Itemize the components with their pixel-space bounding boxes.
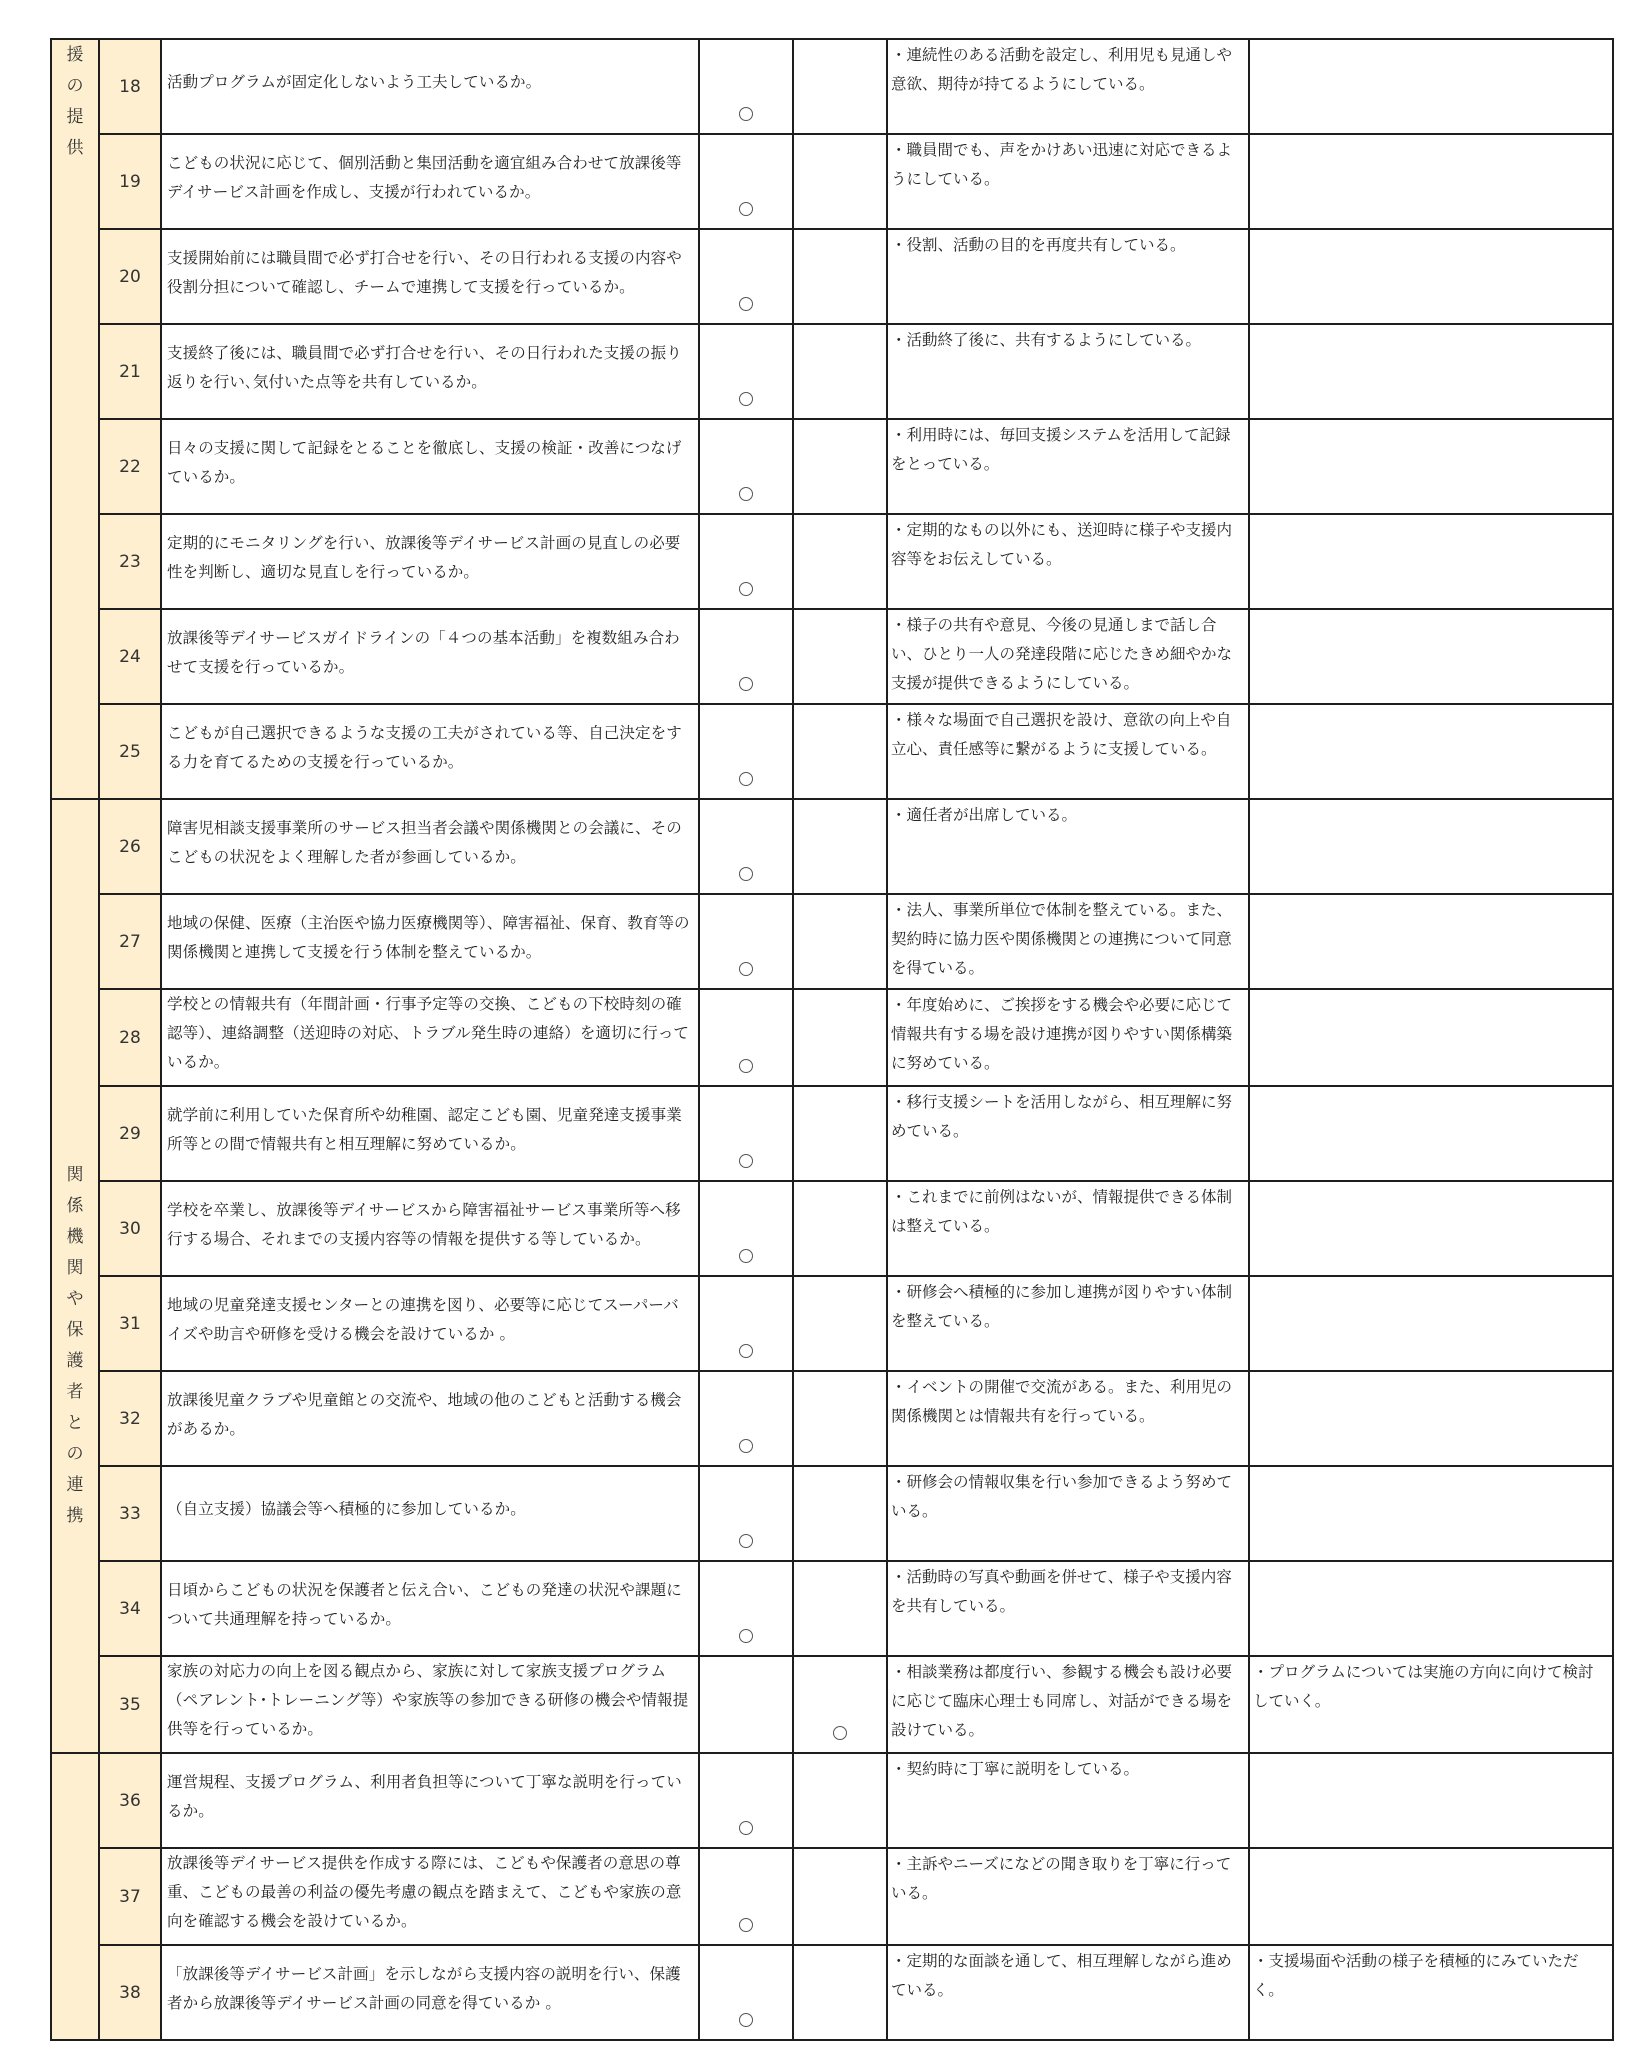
self-evaluation-table xyxy=(50,38,1614,2041)
section-label-cell xyxy=(51,1753,99,2040)
answer-yes-cell[interactable] xyxy=(699,609,793,704)
answer-no-cell[interactable] xyxy=(793,1561,887,1656)
question-cell xyxy=(161,1466,699,1561)
item-number: 33 xyxy=(99,1466,161,1561)
question-text: 家族の対応力の向上を図る観点から、家族に対して家族支援プログラム（ペアレント･トレーニング等）や家族等の参加できる研修の機会や情報提供等を行っているか。 xyxy=(167,1662,689,1738)
improvement-cell: ・プログラムについては実施の方向に向けて検討していく。 xyxy=(1249,1656,1613,1753)
answer-yes-cell[interactable] xyxy=(699,1466,793,1561)
answer-no-cell[interactable] xyxy=(793,1371,887,1466)
answer-no-cell[interactable] xyxy=(793,229,887,324)
table-row xyxy=(51,704,1613,799)
question-text: 運営規程、支援プログラム、利用者負担等について丁寧な説明を行っているか。 xyxy=(167,1772,682,1820)
improvement-cell xyxy=(1249,1086,1613,1181)
item-number: 29 xyxy=(99,1086,161,1181)
answer-no-cell[interactable] xyxy=(793,1945,887,2040)
table-row xyxy=(51,1276,1613,1371)
item-number: 35 xyxy=(99,1656,161,1753)
table-row xyxy=(51,1945,1613,2040)
section-label-cell xyxy=(51,799,99,1753)
question-cell xyxy=(161,1371,699,1466)
table-row xyxy=(51,1086,1613,1181)
table-row xyxy=(51,609,1613,704)
circle-mark-icon xyxy=(739,962,753,976)
question-cell xyxy=(161,989,699,1086)
item-number: 36 xyxy=(99,1753,161,1848)
circle-mark-icon xyxy=(739,297,753,311)
improvement-cell xyxy=(1249,514,1613,609)
circle-mark-icon xyxy=(739,1154,753,1168)
answer-no-cell[interactable] xyxy=(793,894,887,989)
question-text: 放課後等デイサービス提供を作成する際には、こどもや保護者の意思の尊重、こどもの最善の利益の優先考慮の観点を踏まえて、こどもや家族の意向を確認する機会を設けているか。 xyxy=(167,1854,682,1930)
table-row xyxy=(51,229,1613,324)
comment-cell: ・役割、活動の目的を再度共有している。 xyxy=(887,229,1249,324)
answer-no-cell[interactable] xyxy=(793,704,887,799)
question-text: こどもの状況に応じて、個別活動と集団活動を適宜組み合わせて放課後等デイサービス計画を作成し、支援が行われているか。 xyxy=(167,153,682,201)
question-cell xyxy=(161,704,699,799)
comment-cell: ・活動終了後に、共有するようにしている。 xyxy=(887,324,1249,419)
answer-yes-cell[interactable] xyxy=(699,229,793,324)
answer-no-cell[interactable] xyxy=(793,989,887,1086)
table-row xyxy=(51,1561,1613,1656)
improvement-cell xyxy=(1249,989,1613,1086)
answer-yes-cell[interactable] xyxy=(699,1181,793,1276)
question-cell xyxy=(161,609,699,704)
improvement-cell xyxy=(1249,1466,1613,1561)
answer-yes-cell[interactable] xyxy=(699,704,793,799)
comment-cell: ・研修会の情報収集を行い参加できるよう努めている。 xyxy=(887,1466,1249,1561)
table-row xyxy=(51,39,1613,134)
circle-mark-icon xyxy=(739,1249,753,1263)
comment-cell: ・職員間でも、声をかけあい迅速に対応できるようにしている。 xyxy=(887,134,1249,229)
improvement-cell xyxy=(1249,419,1613,514)
question-text: 学校との情報共有（年間計画・行事予定等の交換、こどもの下校時刻の確認等）、連絡調整（送迎時の対応、トラブル発生時の連絡）を適切に行っているか。 xyxy=(167,995,690,1071)
comment-cell: ・契約時に丁寧に説明をしている。 xyxy=(887,1753,1249,1848)
improvement-cell xyxy=(1249,134,1613,229)
question-text: こどもが自己選択できるような支援の工夫がされている等、自己決定をする力を育てるための支援を行っているか。 xyxy=(167,723,682,771)
improvement-cell xyxy=(1249,894,1613,989)
answer-yes-cell[interactable] xyxy=(699,419,793,514)
answer-no-cell[interactable] xyxy=(793,419,887,514)
item-number: 21 xyxy=(99,324,161,419)
answer-no-cell[interactable] xyxy=(793,1753,887,1848)
item-number: 28 xyxy=(99,989,161,1086)
circle-mark-icon xyxy=(739,392,753,406)
answer-yes-cell[interactable] xyxy=(699,1276,793,1371)
answer-yes-cell[interactable] xyxy=(699,324,793,419)
question-cell xyxy=(161,1276,699,1371)
table-row xyxy=(51,419,1613,514)
section-label: 援の提供 xyxy=(66,45,84,158)
improvement-cell xyxy=(1249,1276,1613,1371)
answer-yes-cell[interactable] xyxy=(699,1945,793,2040)
question-text: 活動プログラムが固定化しないよう工夫しているか。 xyxy=(167,73,542,91)
item-number: 37 xyxy=(99,1848,161,1945)
question-text: 日頃からこどもの状況を保護者と伝え合い、こどもの発達の状況や課題について共通理解を持っているか。 xyxy=(167,1580,682,1628)
circle-mark-icon xyxy=(739,1918,753,1932)
answer-yes-cell[interactable] xyxy=(699,39,793,134)
question-text: 定期的にモニタリングを行い、放課後等デイサービス計画の見直しの必要性を判断し、適切な見直しを行っているか。 xyxy=(167,533,681,581)
comment-cell: ・法人、事業所単位で体制を整えている。また、契約時に協力医や関係機関との連携について同意を得ている。 xyxy=(887,894,1249,989)
answer-no-cell[interactable] xyxy=(793,1276,887,1371)
comment-cell: ・主訴やニーズになどの聞き取りを丁寧に行っている。 xyxy=(887,1848,1249,1945)
circle-mark-icon xyxy=(739,677,753,691)
answer-no-cell[interactable] xyxy=(793,1848,887,1945)
circle-mark-icon xyxy=(739,107,753,121)
item-number: 23 xyxy=(99,514,161,609)
answer-yes-cell[interactable] xyxy=(699,514,793,609)
comment-cell: ・連続性のある活動を設定し、利用児も見通しや意欲、期待が持てるようにしている。 xyxy=(887,39,1249,134)
comment-cell: ・定期的なもの以外にも、送迎時に様子や支援内容等をお伝えしている。 xyxy=(887,514,1249,609)
circle-mark-icon xyxy=(739,1439,753,1453)
question-text: （自立支援）協議会等へ積極的に参加しているか。 xyxy=(167,1500,526,1518)
comment-cell: ・研修会へ積極的に参加し連携が図りやすい体制を整えている。 xyxy=(887,1276,1249,1371)
answer-yes-cell[interactable] xyxy=(699,1561,793,1656)
answer-yes-cell[interactable] xyxy=(699,1656,793,1753)
table-row xyxy=(51,894,1613,989)
question-cell xyxy=(161,1656,699,1753)
section-label: 関係機関や保護者との連携 xyxy=(66,1165,84,1526)
item-number: 31 xyxy=(99,1276,161,1371)
question-text: 放課後児童クラブや児童館との交流や、地域の他のこどもと活動する機会があるか。 xyxy=(167,1390,682,1438)
answer-no-cell[interactable] xyxy=(793,514,887,609)
table-row xyxy=(51,989,1613,1086)
question-cell xyxy=(161,134,699,229)
table-row xyxy=(51,1753,1613,1848)
circle-mark-icon xyxy=(739,1344,753,1358)
comment-cell: ・これまでに前例はないが、情報提供できる体制は整えている。 xyxy=(887,1181,1249,1276)
question-cell xyxy=(161,799,699,894)
question-text: 障害児相談支援事業所のサービス担当者会議や関係機関との会議に、そのこどもの状況をよく理解した者が参画しているか。 xyxy=(167,818,682,866)
answer-yes-cell[interactable] xyxy=(699,799,793,894)
question-text: 「放課後等デイサービス計画」を示しながら支援内容の説明を行い、保護者から放課後等デイサービス計画の同意を得ているか 。 xyxy=(167,1964,681,2012)
comment-cell: ・移行支援シートを活用しながら、相互理解に努めている。 xyxy=(887,1086,1249,1181)
table-row xyxy=(51,1466,1613,1561)
item-number: 19 xyxy=(99,134,161,229)
comment-cell: ・年度始めに、ご挨拶をする機会や必要に応じて情報共有する場を設け連携が図りやすい関係構築に努めている。 xyxy=(887,989,1249,1086)
question-cell xyxy=(161,1086,699,1181)
circle-mark-icon xyxy=(739,772,753,786)
circle-mark-icon xyxy=(739,1059,753,1073)
table-row xyxy=(51,1371,1613,1466)
improvement-cell xyxy=(1249,324,1613,419)
answer-no-cell[interactable] xyxy=(793,1466,887,1561)
table-row xyxy=(51,1848,1613,1945)
question-cell xyxy=(161,1181,699,1276)
item-number: 34 xyxy=(99,1561,161,1656)
table-row xyxy=(51,1656,1613,1753)
question-text: 就学前に利用していた保育所や幼稚園、認定こども園、児童発達支援事業所等との間で情報共有と相互理解に努めているか。 xyxy=(167,1105,682,1153)
question-text: 放課後等デイサービスガイドラインの「４つの基本活動」を複数組み合わせて支援を行っているか。 xyxy=(167,628,680,676)
improvement-cell xyxy=(1249,1753,1613,1848)
comment-cell: ・定期的な面談を通して、相互理解しながら進めている。 xyxy=(887,1945,1249,2040)
answer-no-cell[interactable] xyxy=(793,609,887,704)
answer-yes-cell[interactable] xyxy=(699,989,793,1086)
comment-cell: ・様子の共有や意見、今後の見通しまで話し合い、ひとり一人の発達段階に応じたきめ細やかな支援が提供できるようにしている。 xyxy=(887,609,1249,704)
item-number: 32 xyxy=(99,1371,161,1466)
question-text: 支援開始前には職員間で必ず打合せを行い、その日行われる支援の内容や役割分担について確認し、チームで連携して支援を行っているか。 xyxy=(167,248,682,296)
improvement-cell: ・支援場面や活動の様子を積極的にみていただく。 xyxy=(1249,1945,1613,2040)
circle-mark-icon xyxy=(739,867,753,881)
comment-cell: ・イベントの開催で交流がある。また、利用児の関係機関とは情報共有を行っている。 xyxy=(887,1371,1249,1466)
improvement-cell xyxy=(1249,704,1613,799)
circle-mark-icon xyxy=(833,1726,847,1740)
item-number: 38 xyxy=(99,1945,161,2040)
evaluation-sheet xyxy=(50,38,1612,2041)
circle-mark-icon xyxy=(739,1629,753,1643)
improvement-cell xyxy=(1249,39,1613,134)
answer-no-cell[interactable] xyxy=(793,1181,887,1276)
question-cell xyxy=(161,39,699,134)
comment-cell: ・相談業務は都度行い、参観する機会も設け必要に応じて臨床心理士も同席し、対話ができる場を設けている。 xyxy=(887,1656,1249,1753)
question-cell xyxy=(161,514,699,609)
question-text: 地域の保健、医療（主治医や協力医療機関等）、障害福祉、保育、教育等の関係機関と連携して支援を行う体制を整えているか。 xyxy=(167,913,690,961)
item-number: 25 xyxy=(99,704,161,799)
circle-mark-icon xyxy=(739,1534,753,1548)
answer-yes-cell[interactable] xyxy=(699,134,793,229)
question-cell xyxy=(161,1753,699,1848)
table-row xyxy=(51,514,1613,609)
comment-cell: ・活動時の写真や動画を併せて、様子や支援内容を共有している。 xyxy=(887,1561,1249,1656)
circle-mark-icon xyxy=(739,1821,753,1835)
circle-mark-icon xyxy=(739,582,753,596)
improvement-cell xyxy=(1249,1848,1613,1945)
circle-mark-icon xyxy=(739,2013,753,2027)
section-label-cell xyxy=(51,39,99,799)
answer-yes-cell[interactable] xyxy=(699,1848,793,1945)
answer-yes-cell[interactable] xyxy=(699,1086,793,1181)
improvement-cell xyxy=(1249,1181,1613,1276)
improvement-cell xyxy=(1249,799,1613,894)
answer-yes-cell[interactable] xyxy=(699,894,793,989)
circle-mark-icon xyxy=(739,202,753,216)
answer-yes-cell[interactable] xyxy=(699,1371,793,1466)
answer-yes-cell[interactable] xyxy=(699,1753,793,1848)
improvement-cell xyxy=(1249,229,1613,324)
question-cell xyxy=(161,1848,699,1945)
table-row xyxy=(51,1181,1613,1276)
question-cell xyxy=(161,1945,699,2040)
answer-no-cell[interactable] xyxy=(793,39,887,134)
question-text: 日々の支援に関して記録をとることを徹底し、支援の検証・改善につなげているか。 xyxy=(167,438,682,486)
question-cell xyxy=(161,419,699,514)
item-number: 20 xyxy=(99,229,161,324)
improvement-cell xyxy=(1249,609,1613,704)
comment-cell: ・様々な場面で自己選択を設け、意欲の向上や自立心、責任感等に繋がるように支援している。 xyxy=(887,704,1249,799)
table-row xyxy=(51,134,1613,229)
question-cell xyxy=(161,894,699,989)
item-number: 18 xyxy=(99,39,161,134)
question-cell xyxy=(161,1561,699,1656)
answer-no-cell[interactable] xyxy=(793,799,887,894)
answer-no-cell[interactable] xyxy=(793,1656,887,1753)
question-cell xyxy=(161,324,699,419)
improvement-cell xyxy=(1249,1561,1613,1656)
item-number: 27 xyxy=(99,894,161,989)
answer-no-cell[interactable] xyxy=(793,134,887,229)
circle-mark-icon xyxy=(739,487,753,501)
question-text: 学校を卒業し、放課後等デイサービスから障害福祉サービス事業所等へ移行する場合、それまでの支援内容等の情報を提供する等しているか。 xyxy=(167,1200,681,1248)
answer-no-cell[interactable] xyxy=(793,1086,887,1181)
answer-no-cell[interactable] xyxy=(793,324,887,419)
comment-cell: ・適任者が出席している。 xyxy=(887,799,1249,894)
improvement-cell xyxy=(1249,1371,1613,1466)
table-body xyxy=(51,39,1613,2040)
item-number: 22 xyxy=(99,419,161,514)
question-text: 支援終了後には、職員間で必ず打合せを行い、その日行われた支援の振り返りを行い､気付いた点等を共有しているか。 xyxy=(167,343,682,391)
question-cell xyxy=(161,229,699,324)
table-row xyxy=(51,324,1613,419)
item-number: 30 xyxy=(99,1181,161,1276)
table-row xyxy=(51,799,1613,894)
comment-cell: ・利用時には、毎回支援システムを活用して記録をとっている。 xyxy=(887,419,1249,514)
item-number: 24 xyxy=(99,609,161,704)
question-text: 地域の児童発達支援センターとの連携を図り、必要等に応じてスーパーバイズや助言や研修を受ける機会を設けているか 。 xyxy=(167,1295,679,1343)
item-number: 26 xyxy=(99,799,161,894)
